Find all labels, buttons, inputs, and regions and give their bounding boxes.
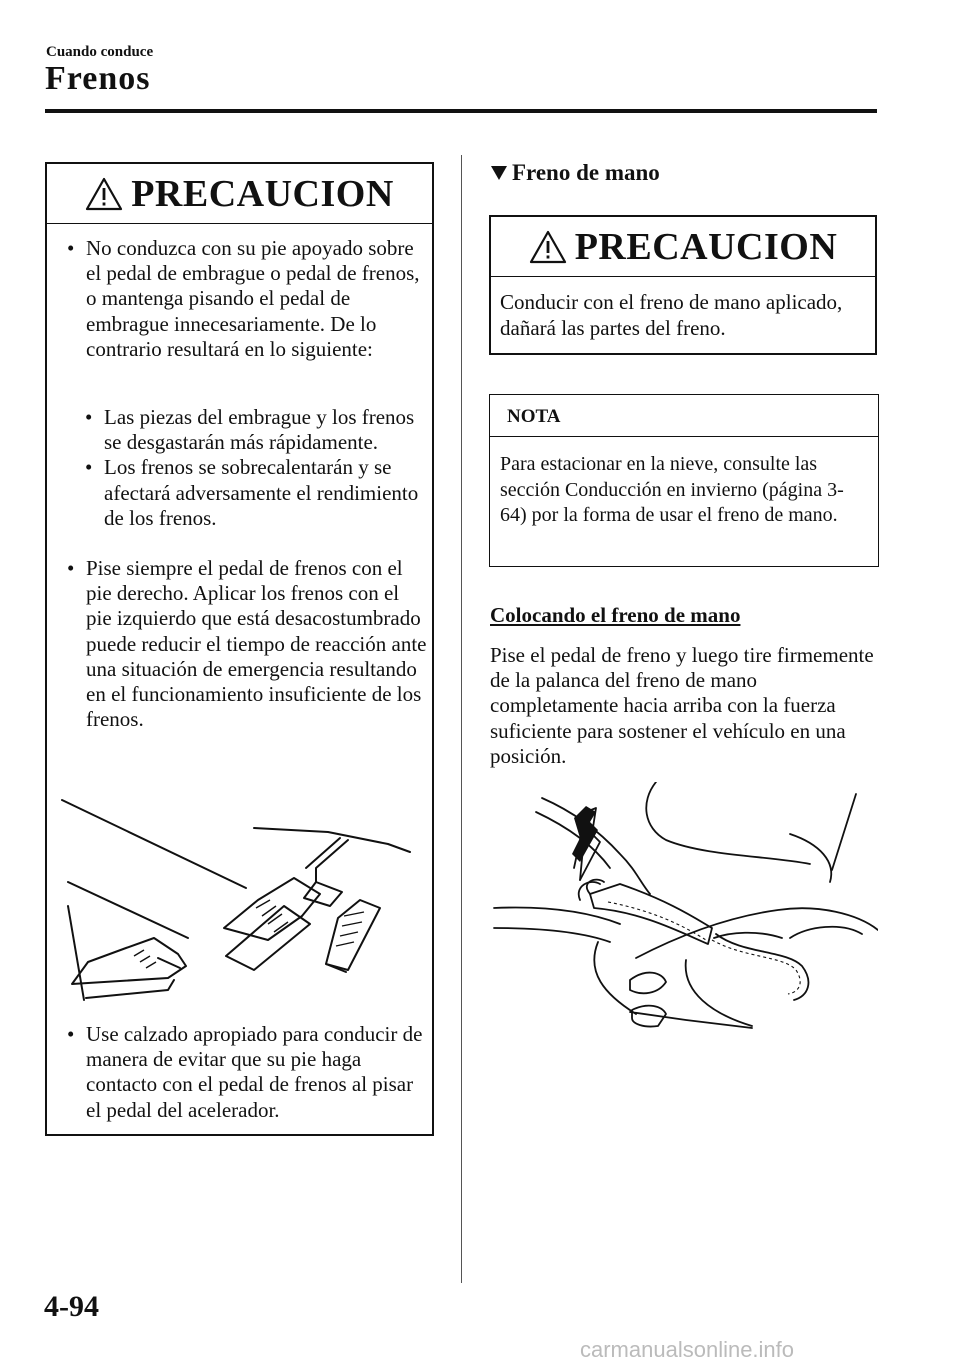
subheading: Colocando el freno de mano — [490, 603, 741, 627]
note-title: NOTA — [507, 406, 561, 427]
section-heading-text: Freno de mano — [512, 160, 660, 185]
warning-triangle-icon — [529, 230, 567, 264]
list-item-text: Los frenos se sobrecalentarán y se afectará adversamente el rendimiento de los frenos. — [104, 455, 419, 530]
list-item — [67, 236, 426, 362]
bullet: • — [67, 1022, 75, 1046]
section-heading — [490, 160, 660, 186]
caution-list-last — [67, 1022, 428, 1123]
watermark: carmanualsonline.info — [580, 1337, 795, 1362]
bullet: • — [67, 556, 75, 580]
caution-text-right: Conducir con el freno de mano aplicado, dañará las partes del freno. — [500, 290, 843, 340]
caution-sublist — [85, 405, 424, 531]
triangle-down-icon — [490, 165, 508, 181]
caution-list-main — [67, 236, 426, 362]
header-rule — [45, 109, 877, 113]
caution-title-right: PRECAUCION — [574, 225, 838, 268]
list-item — [85, 405, 424, 455]
warning-triangle-icon — [85, 177, 123, 211]
page-number: 4-94 — [44, 1290, 99, 1323]
list-item — [85, 455, 424, 531]
body-paragraph: Pise el pedal de freno y luego tire firmemente de la palanca del freno de mano completamente hacia arriba con la fuerza suficiente para sostener el vehículo en una posición. — [490, 643, 874, 768]
list-item — [67, 556, 428, 732]
bullet: • — [67, 236, 75, 260]
caution-header-left — [47, 164, 432, 224]
caution-list-foot — [67, 556, 428, 732]
note-text: Para estacionar en la nieve, consulte las sección Conducción en invierno (página 3-64) por la forma de usar el freno de mano. — [500, 453, 844, 526]
caution-header-right — [491, 217, 875, 277]
page-title: Frenos — [45, 60, 151, 97]
column-divider — [461, 155, 462, 1283]
list-item-text: No conduzca con su pie apoyado sobre el pedal de embrague o pedal de frenos, o mantenga pisando el pedal de embrague innecesariamente. De lo contrario resultará en lo siguiente: — [86, 236, 420, 361]
caution-title-left: PRECAUCION — [131, 172, 394, 215]
bullet: • — [85, 405, 93, 429]
list-item-text: Las piezas del embrague y los frenos se desgastarán más rápidamente. — [104, 405, 415, 455]
list-item — [67, 1022, 428, 1123]
section-label: Cuando conduce — [46, 44, 154, 60]
list-item-text: Use calzado apropiado para conducir de manera de evitar que su pie haga contacto con el pedal de frenos al pisar el pedal del acelerador. — [86, 1022, 423, 1122]
note-header — [490, 395, 878, 437]
list-item-text: Pise siempre el pedal de frenos con el pie derecho. Aplicar los frenos con el pie izquierdo que está desacostumbrado puede reducir el tiempo de reacción ante una situación de emergencia resultando en el funcionamiento insuficiente de los frenos. — [86, 556, 427, 732]
bullet: • — [85, 455, 93, 480]
handbrake-illustration — [490, 782, 878, 1042]
pedal-illustration — [58, 788, 420, 1014]
